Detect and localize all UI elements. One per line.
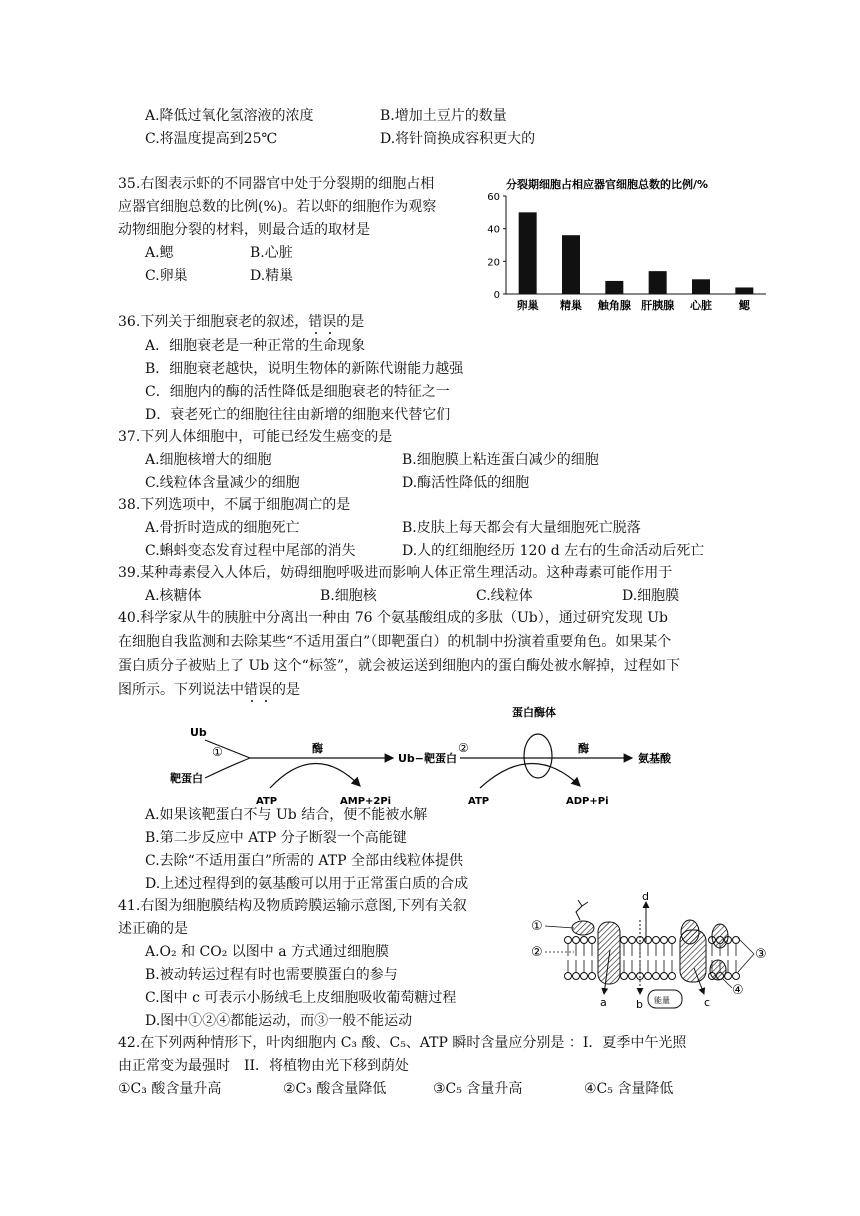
energy-label: 能量 — [654, 996, 670, 1005]
q39-option-a: A.核糖体 — [145, 588, 202, 604]
q35-stem-line2: 应器官细胞总数的比例(%)。若以虾的细胞作为观察 — [118, 199, 437, 215]
atp2-label: ATP — [468, 796, 490, 807]
atp1-curve — [270, 763, 360, 788]
phospholipid-head — [669, 937, 676, 944]
q40-emphasis-char2: 误 — [258, 682, 272, 698]
atp1-label: ATP — [256, 796, 278, 807]
q37-option-a: A.细胞核增大的细胞 — [145, 452, 272, 468]
phospholipid-head — [573, 973, 580, 980]
phospholipid-head — [589, 973, 596, 980]
q34-option-c: C.将温度提高到25℃ — [145, 131, 278, 147]
q42-option-2: ②C₃ 酸含量降低 — [283, 1081, 387, 1097]
q42-option-4: ④C₅ 含量降低 — [584, 1081, 674, 1097]
label-3: ③ — [755, 947, 767, 962]
y-tick-label: 0 — [493, 290, 500, 301]
amino-acid-label: 氨基酸 — [638, 752, 671, 765]
q39-stem: 39.某种毒素侵入人体后，妨碍细胞呼吸进而影响人体正常生理活动。这种毒素可能作用于 — [118, 565, 673, 581]
pointer-3a — [738, 938, 754, 954]
phospholipid-head — [653, 937, 660, 944]
sugar-chain — [576, 900, 588, 920]
q36-stem-text: 36.下列关于细胞衰老的叙述， — [118, 314, 309, 330]
q41-stem-line1: 41.右图为细胞膜结构及物质跨膜运输示意图,下列有关叙 — [118, 898, 467, 914]
adp-label: ADP+Pi — [566, 796, 609, 807]
phospholipid-head — [573, 937, 580, 944]
q40-option-a: A.如果该靶蛋白不与 Ub 结合，便不能被水解 — [145, 807, 428, 823]
q40-stem-line1: 40.科学家从牛的胰脏中分离出一种由 76 个氨基酸组成的多肽（Ub），通过研究发现 Ub — [118, 610, 668, 626]
bar-3 — [649, 271, 667, 294]
x-tick-label: 卵巢 — [516, 299, 539, 312]
bar-5 — [735, 287, 753, 294]
phospholipid-head — [565, 973, 572, 980]
q36-option-a: A．细胞衰老是一种正常的生命现象 — [145, 338, 366, 354]
q35-option-c: C.卵巢 — [145, 268, 188, 284]
q37-option-c: C.线粒体含量减少的细胞 — [145, 475, 300, 491]
q36-emphasis-char2: 误 — [322, 314, 337, 330]
q41-option-b: B.被动转运过程有时也需要膜蛋白的参与 — [145, 967, 398, 983]
x-tick-label: 触角腺 — [597, 299, 631, 312]
q40-stem-line4 — [118, 680, 300, 700]
q35-stem-line1: 35.右图表示虾的不同器官中处于分裂期的细胞占相 — [118, 176, 435, 192]
label-b: b — [636, 998, 643, 1011]
amp-label: AMP+2Pi — [340, 796, 392, 807]
label-1: ① — [531, 919, 543, 934]
bar-chart — [478, 172, 768, 317]
q41-option-d: D.图中①②④都能运动，而③一般不能运动 — [145, 1013, 413, 1029]
cell-membrane-diagram — [528, 890, 773, 1018]
q34-option-a: A.降低过氧化氢溶液的浓度 — [145, 108, 314, 124]
step2-label: ② — [458, 741, 469, 755]
protein-right — [712, 924, 728, 948]
proteasome-shape — [524, 734, 552, 778]
phospholipid-head — [621, 973, 628, 980]
glycoprotein-1 — [572, 921, 594, 935]
pointer-1 — [545, 926, 574, 928]
q36-stem — [118, 312, 364, 332]
q40-stem-line3: 蛋白质分子被贴上了 Ub 这个“标签”，就会被运送到细胞内的蛋白酶处被水解掉，过程如下 — [118, 658, 680, 674]
phospholipid-head — [589, 937, 596, 944]
label-a: a — [600, 996, 607, 1009]
q40-stem-line2: 在细胞自我监测和去除某些“不适用蛋白”（即靶蛋白）的机制中扮演着重要角色。如果某个 — [118, 634, 672, 650]
bar-0 — [519, 212, 537, 294]
q40-option-c: C.去除“不适用蛋白”所需的 ATP 全部由线粒体提供 — [145, 853, 463, 869]
q40-option-d: D.上述过程得到的氨基酸可以用于正常蛋白质的合成 — [145, 876, 469, 892]
phospholipid-head — [733, 973, 740, 980]
q36-stem-end: 的是 — [336, 314, 365, 330]
phospholipid-head — [565, 937, 572, 944]
q36-emphasis-char1: 错 — [308, 314, 323, 330]
label-d: d — [642, 890, 649, 903]
q34-option-b: B.增加土豆片的数量 — [380, 108, 507, 124]
q41-option-a: A.O₂ 和 CO₂ 以图中 a 方式通过细胞膜 — [145, 944, 390, 960]
phospholipid-head — [669, 973, 676, 980]
q35-stem-line3: 动物细胞分裂的材料，则最合适的取材是 — [118, 222, 370, 238]
phospholipid-head — [629, 937, 636, 944]
q35-option-a: A.鳃 — [145, 245, 174, 261]
label-c: c — [704, 996, 711, 1009]
q42-option-1: ①C₃ 酸含量升高 — [118, 1081, 222, 1097]
q38-stem: 38.下列选项中，不属于细胞凋亡的是 — [118, 497, 351, 513]
q40-stem-end: 的是 — [272, 682, 300, 698]
x-tick-label: 心脏 — [690, 299, 712, 312]
protein-channel — [598, 922, 620, 984]
y-tick-label: 60 — [487, 192, 500, 203]
q37-stem: 37.下列人体细胞中，可能已经发生癌变的是 — [118, 429, 393, 445]
q42-stem-line2: 由正常变为最强时 II．将植物由光下移到荫处 — [118, 1058, 410, 1074]
q38-option-c: C.蝌蚪变态发育过程中尾部的消失 — [145, 543, 356, 559]
proteasome-label: 蛋白酶体 — [512, 706, 556, 719]
q34-option-d: D.将针筒换成容积更大的 — [380, 131, 536, 147]
phospholipid-head — [581, 973, 588, 980]
phospholipid-head — [621, 937, 628, 944]
bar-4 — [692, 279, 710, 294]
x-tick-label: 肝胰腺 — [641, 299, 675, 312]
atp2-curve — [480, 763, 580, 788]
q36-option-c: C．细胞内的酶的活性降低是细胞衰老的特征之一 — [145, 384, 450, 400]
q40-stem-text: 图所示。下列说法中 — [118, 682, 244, 698]
q38-option-b: B.皮肤上每天都会有大量细胞死亡脱落 — [402, 520, 641, 536]
target-protein-label: 靶蛋白 — [170, 772, 203, 785]
q38-option-a: A.骨折时造成的细胞死亡 — [145, 520, 300, 536]
target-input-curve — [205, 758, 250, 778]
y-tick-label: 20 — [487, 257, 500, 269]
q37-option-b: B.细胞膜上粘连蛋白减少的细胞 — [402, 452, 599, 468]
chart-title: 分裂期细胞占相应器官细胞总数的比例/% — [506, 178, 709, 191]
q39-option-b: B.细胞核 — [320, 588, 377, 604]
q35-option-b: B.心脏 — [250, 245, 293, 261]
label-4: ④ — [732, 983, 744, 998]
x-tick-label: 鳃 — [738, 299, 750, 312]
phospholipid-head — [581, 937, 588, 944]
q42-stem-line1: 42.在下列两种情形下，叶肉细胞内 C₃ 酸、C₅、ATP 瞬时含量应分别是 ：I．夏季中午光照 — [118, 1035, 687, 1051]
q40-emphasis-char1: 错 — [244, 682, 258, 698]
q35-option-d: D.精巢 — [250, 268, 294, 284]
phospholipid-head — [653, 973, 660, 980]
q40-option-b: B.第二步反应中 ATP 分子断裂一个高能键 — [145, 830, 407, 846]
protein-inner — [710, 960, 726, 980]
bar-2 — [605, 281, 623, 294]
q41-option-c: C.图中 c 可表示小肠绒毛上皮细胞吸收葡萄糖过程 — [145, 990, 457, 1006]
x-tick-label: 精巢 — [560, 299, 582, 312]
ub-complex-label: Ub−靶蛋白 — [398, 752, 458, 765]
phospholipid-head — [661, 937, 668, 944]
ub-label: Ub — [190, 726, 207, 739]
q39-option-d: D.细胞膜 — [622, 588, 680, 604]
q36-option-b: B．细胞衰老越快，说明生物体的新陈代谢能力越强 — [145, 361, 464, 377]
q39-option-c: C.线粒体 — [476, 588, 533, 604]
phospholipid-head — [645, 973, 652, 980]
step1-label: ① — [212, 745, 223, 759]
pointer-3b — [738, 954, 754, 972]
phospholipid-head — [661, 973, 668, 980]
phospholipid-head — [733, 937, 740, 944]
q42-option-3: ③C₅ 含量升高 — [433, 1081, 523, 1097]
y-tick-label: 40 — [487, 224, 500, 236]
carrier-protein — [680, 930, 706, 982]
enzyme2-label: 酶 — [578, 742, 589, 755]
q37-option-d: D.酶活性降低的细胞 — [402, 475, 530, 491]
q38-option-d: D.人的红细胞经历 120 d 左右的生命活动后死亡 — [402, 543, 705, 559]
enzyme1-label: 酶 — [312, 742, 323, 755]
bar-1 — [562, 235, 580, 294]
ub-pathway-diagram — [160, 700, 720, 810]
label-2: ② — [531, 945, 543, 960]
q41-stem-line2: 述正确的是 — [118, 921, 188, 937]
phospholipid-head — [629, 973, 636, 980]
q36-option-d: D．衰老死亡的细胞往往由新增的细胞来代替它们 — [145, 407, 451, 423]
